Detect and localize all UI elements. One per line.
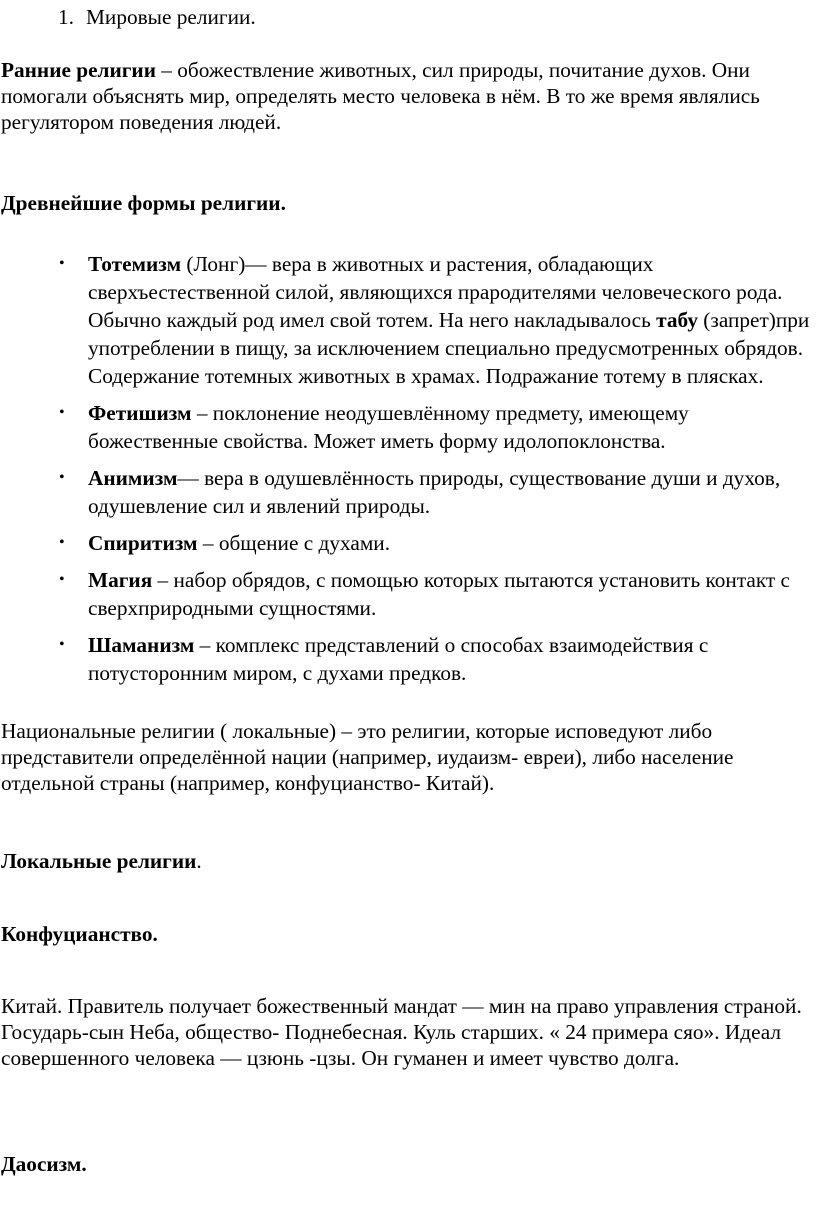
early-religions-term: Ранние религии bbox=[1, 58, 156, 82]
form-text: — вера в одушевлённость природы, существование души и духов, одушевление сил и явлений природы. bbox=[88, 466, 781, 518]
bullet-icon: • bbox=[59, 404, 65, 421]
form-text: – поклонение неодушевлённому предмету, имеющему божественные свойства. Может иметь форму идолопоклонства. bbox=[88, 401, 689, 453]
taboo-term: табу bbox=[656, 308, 698, 332]
confucianism-paragraph: Китай. Правитель получает божественный мандат — мин на право управления страной. Государь-сын Неба, общество- Поднебесная. Куль старших. « 24 примера сяо». Идеал совершенного человека — цзюнь -цзы. Он гуманен и имеет чувство долга. bbox=[1, 994, 802, 1070]
bullet-icon: • bbox=[59, 534, 65, 551]
list-item bbox=[59, 631, 816, 687]
early-religions-paragraph bbox=[1, 57, 813, 135]
numbered-list-item bbox=[58, 4, 256, 30]
form-text: (Лонг)— вера в животных и растения, обладающих сверхъестественной силой, являющихся прародителями человеческого рода. Обычно каждый род имел свой тотем. На него накладывалось bbox=[88, 252, 783, 332]
form-text: – комплекс представлений о способах взаимодействия с потусторонним миром, с духами предков. bbox=[88, 633, 709, 685]
list-item bbox=[59, 566, 816, 622]
early-religions-rest: Они помогали объяснять мир, определять место человека в нём. В то же время являлись регулятором поведения людей. bbox=[1, 58, 760, 134]
list-title: Мировые религии. bbox=[86, 5, 256, 29]
confucianism-heading bbox=[1, 921, 813, 947]
national-religions-paragraph: Национальные религии ( локальные) – это религии, которые исповедуют либо представители определённой нации (например, иудаизм- евреи), либо население отдельной страны (например, конфуцианство- Китай). bbox=[1, 719, 734, 795]
form-term: Шаманизм bbox=[88, 633, 195, 657]
form-text: – набор обрядов, с помощью которых пытаются установить контакт с сверхприродными сущностями. bbox=[88, 568, 791, 620]
form-text: – общение с духами. bbox=[197, 531, 391, 555]
form-term: Спиритизм bbox=[88, 531, 198, 555]
bullet-icon: • bbox=[59, 636, 65, 653]
form-text: (запрет)при употреблении в пищу, за исключением специально предусмотренных обрядов. Содержание тотемных животных в храмах. Подражание тотему в плясках. bbox=[88, 308, 810, 388]
bullet-icon: • bbox=[59, 255, 65, 272]
local-religions-heading bbox=[1, 848, 813, 874]
form-term: Тотемизм bbox=[88, 252, 182, 276]
bullet-icon: • bbox=[59, 571, 65, 588]
taoism-heading-text: Даосизм. bbox=[1, 1152, 87, 1176]
early-religions-line1: – обожествление животных, сил природы, почитание духов. bbox=[155, 58, 707, 82]
local-religions-heading-text: Локальные религии bbox=[1, 849, 197, 873]
form-term: Магия bbox=[88, 568, 153, 592]
form-term: Фетишизм bbox=[88, 401, 192, 425]
taoism-heading bbox=[1, 1151, 813, 1177]
ancient-forms-heading-text: Древнейшие формы религии. bbox=[1, 191, 286, 215]
form-term: Анимизм bbox=[88, 466, 178, 490]
confucianism-heading-text: Конфуцианство. bbox=[1, 922, 158, 946]
bullet-icon: • bbox=[59, 469, 65, 486]
list-item bbox=[59, 399, 816, 455]
local-religions-heading-dot: . bbox=[196, 849, 202, 873]
list-item bbox=[59, 529, 816, 557]
list-item bbox=[59, 250, 816, 390]
religion-forms-list bbox=[59, 250, 816, 696]
ancient-forms-heading bbox=[1, 190, 813, 216]
list-number: 1. bbox=[58, 5, 74, 29]
list-item bbox=[59, 464, 816, 520]
